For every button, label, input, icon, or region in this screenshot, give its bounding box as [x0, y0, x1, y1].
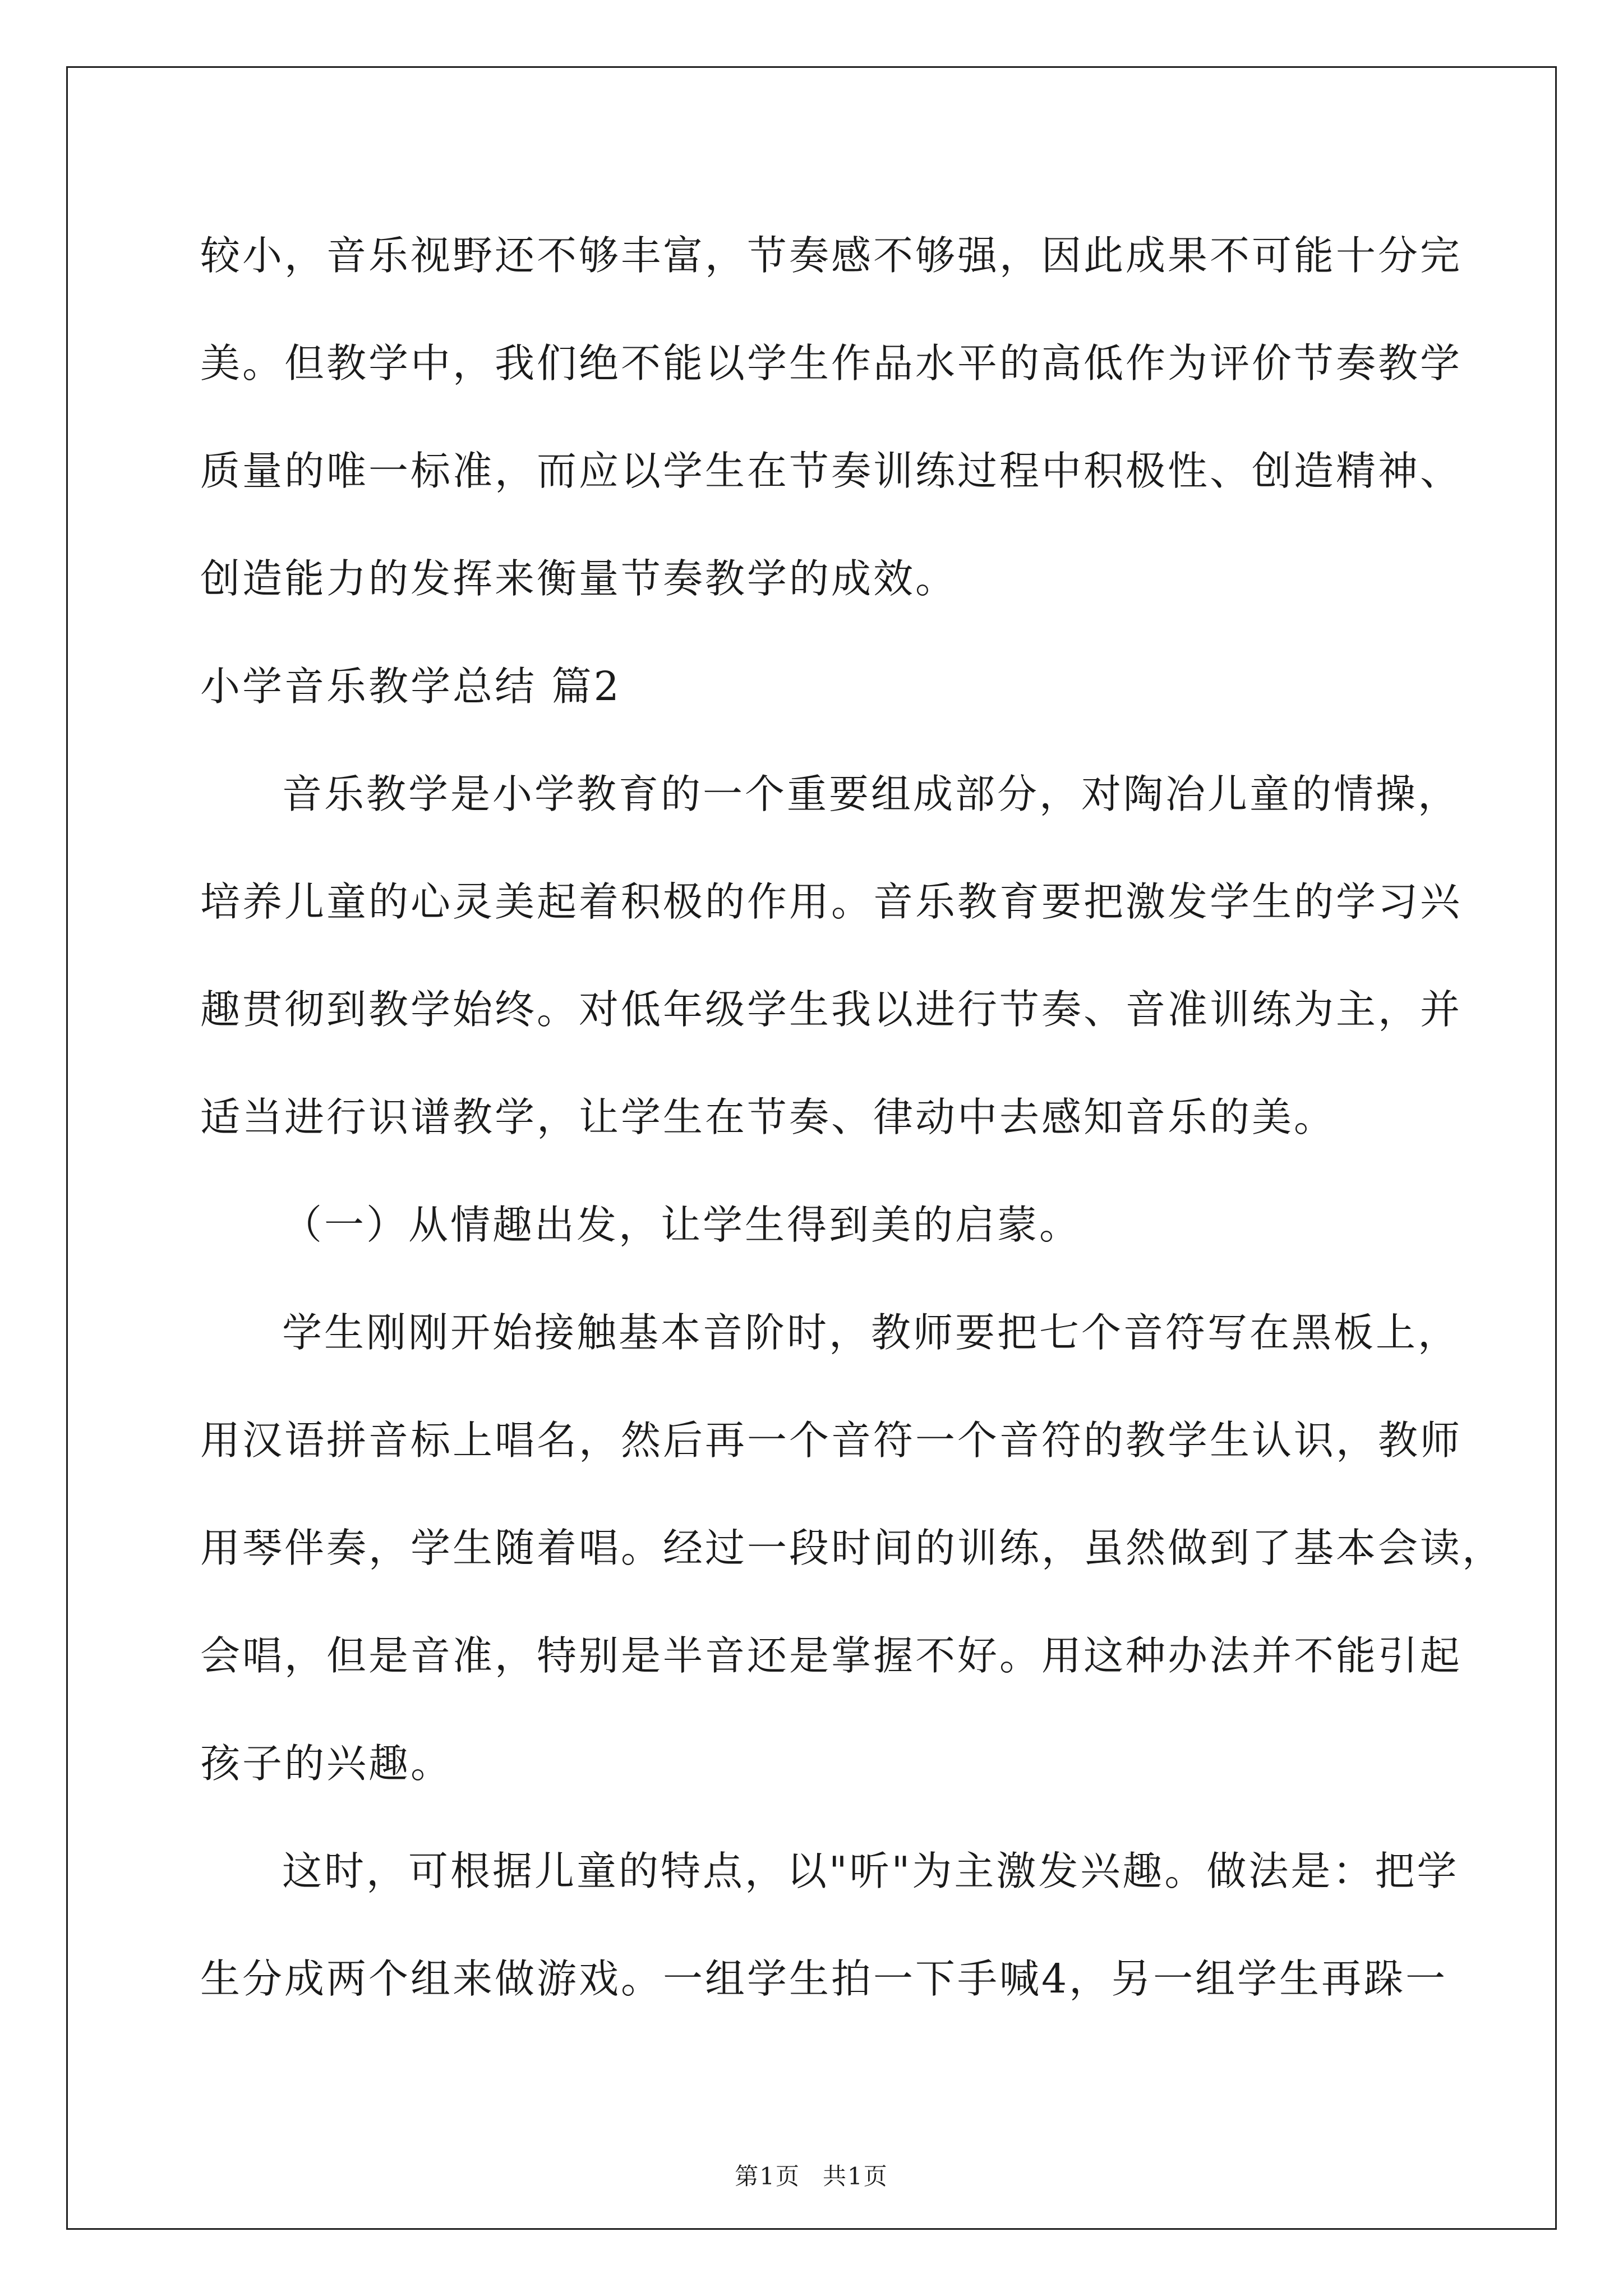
- text-line-13: 用琴伴奏，学生随着唱。经过一段时间的训练，虽然做到了基本会读，: [200, 1525, 1505, 1571]
- text-line-16: 这时，可根据儿童的特点，以"听"为主激发兴趣。做法是：把学: [282, 1848, 1459, 1894]
- page-number-total: 共1页: [823, 2162, 888, 2190]
- text-line-15: 孩子的兴趣。: [200, 1740, 453, 1787]
- subheading-one: （一）从情趣出发，让学生得到美的启蒙。: [282, 1202, 1082, 1248]
- text-line-2: 美。但教学中，我们绝不能以学生作品水平的高低作为评价节奏教学: [200, 340, 1463, 386]
- text-line-12: 用汉语拼音标上唱名，然后再一个音符一个音符的教学生认识，教师: [200, 1417, 1463, 1464]
- text-line-9: 适当进行识谱教学，让学生在节奏、律动中去感知音乐的美。: [200, 1094, 1336, 1140]
- text-line-1: 较小，音乐视野还不够丰富，节奏感不够强，因此成果不可能十分完: [200, 232, 1463, 279]
- text-line-4: 创造能力的发挥来衡量节奏教学的成效。: [200, 555, 958, 602]
- page-number-current: 第1页: [735, 2162, 800, 2190]
- text-line-17: 生分成两个组来做游戏。一组学生拍一下手喊4，另一组学生再跺一: [200, 1955, 1448, 2002]
- page-footer: [0, 2162, 1623, 2191]
- text-line-6: 音乐教学是小学教育的一个重要组成部分，对陶冶儿童的情操，: [282, 771, 1460, 817]
- document-body: [200, 202, 1505, 2033]
- text-line-3: 质量的唯一标准，而应以学生在节奏训练过程中积极性、创造精神、: [200, 448, 1463, 494]
- text-line-7: 培养儿童的心灵美起着积极的作用。音乐教育要把激发学生的学习兴: [200, 878, 1463, 925]
- section-heading: 小学音乐教学总结 篇2: [200, 663, 621, 710]
- text-line-14: 会唱，但是音准，特别是半音还是掌握不好。用这种办法并不能引起: [200, 1632, 1463, 1679]
- text-line-8: 趣贯彻到教学始终。对低年级学生我以进行节奏、音准训练为主，并: [200, 986, 1463, 1033]
- text-line-11: 学生刚刚开始接触基本音阶时，教师要把七个音符写在黑板上，: [282, 1309, 1460, 1356]
